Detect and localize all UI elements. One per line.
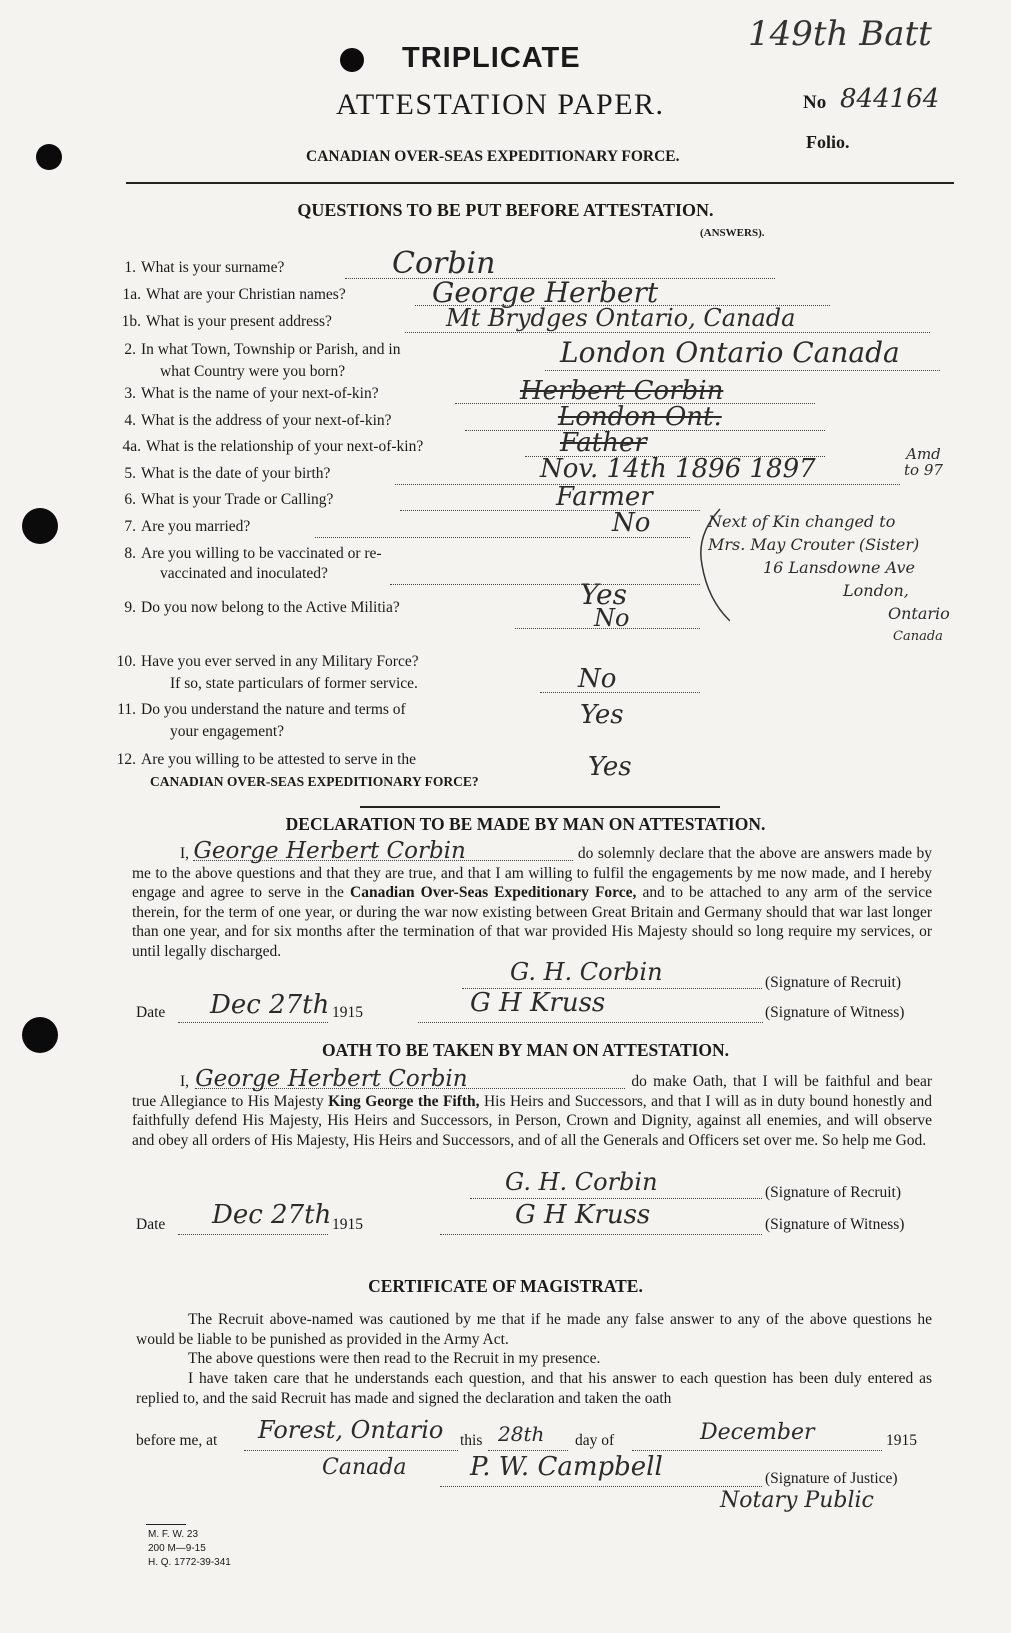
- date-line: [178, 1234, 328, 1235]
- answer-field[interactable]: Yes: [588, 752, 632, 782]
- signature-line: [470, 1198, 762, 1199]
- i-label: I,: [180, 1073, 190, 1090]
- form-code-line: M. F. W. 23: [148, 1529, 199, 1540]
- question-row-continued: CANADIAN OVER-SEAS EXPEDITIONARY FORCE?: [150, 774, 479, 789]
- justice-signature[interactable]: P. W. Campbell: [470, 1452, 663, 1482]
- triplicate-label: TRIPLICATE: [402, 42, 581, 74]
- answer-line: [405, 332, 930, 333]
- year: 1915: [332, 1216, 363, 1233]
- certificate-para-3: I have taken care that he understands each question, and that his answer to each question has been duly entered as replied to, and the said Recruit has made and signed the declaration and taken the oath: [136, 1370, 932, 1407]
- country-value: Canada: [322, 1455, 407, 1480]
- margin-note-line: Next of Kin changed to: [708, 512, 896, 531]
- declaration-bold: Canadian Over-Seas Expeditionary Force,: [350, 884, 637, 901]
- answer-field[interactable]: Yes: [580, 578, 627, 611]
- number-value: 844164: [840, 84, 940, 114]
- answer-field[interactable]: Herbert Corbin: [520, 376, 724, 406]
- question-row: 4. What is the address of your next-of-kin?: [124, 412, 392, 429]
- section-rule: [360, 806, 720, 808]
- oath-text: do make Oath, that I will be faithful and: [631, 1073, 900, 1090]
- answer-field[interactable]: Mt Brydges Ontario, Canada: [446, 304, 796, 332]
- question-row: 7. Are you married?: [124, 518, 251, 535]
- question-row: 1a. What are your Christian names?: [122, 286, 346, 303]
- recruit-signature-label: (Signature of Recruit): [765, 974, 902, 991]
- oath-bold: King George the Fifth,: [328, 1092, 480, 1110]
- question-row-continued: what Country were you born?: [160, 363, 346, 380]
- oath-name[interactable]: George Herbert Corbin: [195, 1070, 625, 1089]
- batt-note: 149th Batt: [748, 14, 932, 54]
- footer-rule: [146, 1524, 186, 1525]
- form-code-line: 200 M—9-15: [148, 1543, 206, 1554]
- margin-note-line: 16 Lansdowne Ave: [763, 558, 915, 577]
- answer-field[interactable]: Corbin: [392, 246, 496, 281]
- margin-note: [708, 510, 950, 648]
- question-row: 9. Do you now belong to the Active Militia?: [124, 599, 400, 616]
- declaration-text: do solemnly declare that the above are answers: [577, 845, 875, 862]
- signature-line: [418, 1022, 763, 1023]
- oath-text: His Heirs and Successors, and that I will as in duty bound honestly and faithfully defend His Majesty, His Heirs and Successors, in Person, Crown and Dignity, against all enemies, and will observe and obey all orders of His Majesty, His Heirs and Successors, and of all the Generals and Officers set over me. So help me God.: [132, 1092, 933, 1149]
- certificate-year: 1915: [886, 1432, 917, 1449]
- answer-field[interactable]: London Ont.: [558, 402, 722, 432]
- answer-field[interactable]: Father: [560, 428, 647, 458]
- oath-body: [132, 1066, 933, 1150]
- declaration-body: [132, 838, 933, 961]
- day-value[interactable]: 28th: [498, 1422, 545, 1446]
- answer-field[interactable]: No: [578, 664, 617, 694]
- document-title: ATTESTATION PAPER.: [336, 88, 665, 121]
- form-code-line: H. Q. 1772-39-341: [148, 1557, 231, 1568]
- oath-text: bear true Allegiance to His Majesty: [132, 1073, 932, 1110]
- witness-signature-label: (Signature of Witness): [765, 1004, 905, 1021]
- signature-line: [440, 1486, 762, 1487]
- question-row: 1b. What is your present address?: [121, 313, 332, 330]
- question-row: 1. What is your surname?: [124, 259, 285, 276]
- question-row-continued: vaccinated and inoculated?: [160, 565, 328, 582]
- this-label: this: [460, 1432, 483, 1449]
- folio-label: Folio.: [806, 132, 850, 152]
- date-label: Date: [136, 1216, 166, 1233]
- answer-line: [400, 510, 700, 511]
- year: 1915: [332, 1004, 363, 1021]
- recruit-signature[interactable]: G. H. Corbin: [510, 958, 663, 986]
- date-label: Date: [136, 1004, 166, 1021]
- punch-hole: [22, 508, 58, 544]
- date-value[interactable]: Dec 27th: [212, 1200, 332, 1230]
- declaration-text: and to be attached to any arm of the service therein, for the term of one year, or during the war now existing between Great Britain and Germany should that war last longer than one year, and for six months after the termination of that war provided His Majesty should so long require my services, or until legally discharged.: [132, 884, 933, 960]
- answer-field[interactable]: Yes: [580, 700, 624, 730]
- question-row: 8. Are you willing to be vaccinated or re-: [124, 545, 382, 562]
- before-me-label: before me, at: [136, 1432, 218, 1449]
- place-value[interactable]: Forest, Ontario: [258, 1416, 444, 1444]
- questions-title: QUESTIONS TO BE PUT BEFORE ATTESTATION.: [297, 200, 714, 220]
- answer-line: [515, 628, 700, 629]
- day-line: [488, 1450, 568, 1451]
- witness-signature[interactable]: G H Kruss: [470, 988, 606, 1018]
- month-line: [632, 1450, 882, 1451]
- header-rule: [126, 182, 954, 184]
- answer-field[interactable]: Nov. 14th 1896 1897: [540, 454, 816, 484]
- question-row: 3. What is the name of your next-of-kin?: [124, 385, 379, 402]
- margin-note-line: Mrs. May Crouter (Sister): [708, 535, 920, 554]
- declaration-title: DECLARATION TO BE MADE BY MAN ON ATTESTATION.: [285, 814, 766, 834]
- witness-signature-label: (Signature of Witness): [765, 1216, 905, 1233]
- place-line: [244, 1450, 458, 1451]
- answer-field[interactable]: George Herbert: [432, 276, 659, 309]
- answer-field[interactable]: Farmer: [556, 482, 653, 512]
- day-of-label: day of: [575, 1432, 615, 1449]
- margin-note-line: Canada: [893, 629, 943, 644]
- answer-line: [390, 584, 700, 585]
- margin-note-line: Ontario: [888, 604, 950, 623]
- question-row: 2. In what Town, Township or Parish, and in: [124, 341, 401, 358]
- certificate-title: CERTIFICATE OF MAGISTRATE.: [368, 1276, 643, 1296]
- declaration-text: made by me to the above questions and that they are true, and that I am willing to fulfil the engagements by me now made, and I hereby engage and agree to serve in the: [132, 845, 932, 901]
- answer-field[interactable]: No: [594, 604, 630, 632]
- date-line: [178, 1022, 328, 1023]
- answers-label: (ANSWERS).: [700, 227, 765, 239]
- question-row: 11. Do you understand the nature and terms of: [117, 701, 406, 718]
- answer-line: [315, 537, 690, 538]
- oath-title: OATH TO BE TAKEN BY MAN ON ATTESTATION.: [321, 1040, 730, 1060]
- notary-note: Notary Public: [720, 1488, 874, 1513]
- number-label: No: [803, 92, 827, 113]
- question-row: 5. What is the date of your birth?: [124, 465, 331, 482]
- punch-hole: [340, 48, 364, 72]
- question-row: 4a. What is the relationship of your next-of-kin?: [122, 438, 424, 455]
- month-value[interactable]: December: [700, 1420, 815, 1445]
- signature-line: [440, 1234, 762, 1235]
- justice-signature-label: (Signature of Justice): [765, 1470, 898, 1487]
- question-row-continued: your engagement?: [170, 723, 285, 740]
- answer-line: [540, 692, 700, 693]
- i-label: I,: [180, 845, 190, 862]
- answer-field[interactable]: No: [612, 508, 651, 538]
- answer-line: [545, 370, 940, 371]
- certificate-para-2: The above questions were then read to the Recruit in my presence.: [188, 1350, 601, 1367]
- punch-hole: [36, 144, 62, 170]
- question-row: 6. What is your Trade or Calling?: [124, 491, 334, 508]
- margin-note-line: London,: [843, 581, 909, 600]
- document-subtitle: CANADIAN OVER-SEAS EXPEDITIONARY FORCE.: [306, 148, 680, 165]
- question-row: 12. Are you willing to be attested to serve in the: [116, 751, 417, 768]
- form-code: [148, 1528, 231, 1570]
- recruit-signature-label: (Signature of Recruit): [765, 1184, 902, 1201]
- birth-correction-note: Amd to 97: [904, 445, 943, 479]
- witness-signature[interactable]: G H Kruss: [515, 1200, 651, 1230]
- date-value[interactable]: Dec 27th: [210, 990, 330, 1020]
- question-row: 10. Have you ever served in any Military Force?: [116, 653, 419, 670]
- certificate-para-1: The Recruit above-named was cautioned by me that if he made any false answer to any of the above questions he would be liable to be punished as provided in the Army Act.: [136, 1311, 932, 1348]
- question-row-continued: If so, state particulars of former service.: [170, 675, 418, 692]
- declarant-name[interactable]: George Herbert Corbin: [193, 842, 573, 861]
- recruit-signature[interactable]: G. H. Corbin: [505, 1168, 658, 1196]
- answer-field[interactable]: London Ontario Canada: [560, 336, 900, 369]
